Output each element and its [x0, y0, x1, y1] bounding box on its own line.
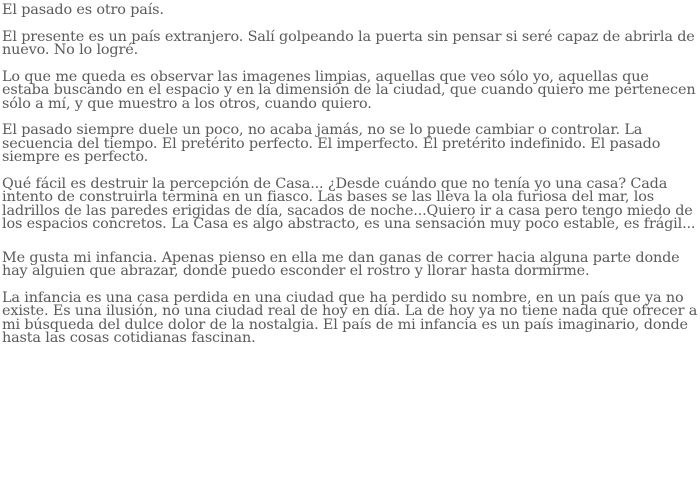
- paragraph: Me gusta mi infancia. Apenas pienso en ella me dan ganas de correr hacia alguna parte donde hay alguien que abrazar, donde puedo esconder el rostro y llorar hasta dormirme.: [2, 249, 680, 279]
- document-title: El pasado es otro país.: [2, 2, 164, 18]
- paragraph: La infancia es una casa perdida en una ciudad que ha perdido su nombre, en un país que ya no existe. Es una ilusión, no una ciudad real de hoy en día. La de hoy ya no tiene nada que ofrecer a mi búsqueda del dulce dolor de la nostalgia. El país de mi infancia es un país imaginario, donde hasta las cosas cotidianas fascinan.: [2, 289, 698, 346]
- document-body: [2, 4, 698, 359]
- paragraph: El pasado siempre duele un poco, no acaba jamás, no se lo puede cambiar o controlar. La secuencia del tiempo. El pretérito perfecto. El imperfecto. El pretérito indefinido. El pasado siempre es perfecto.: [2, 122, 661, 165]
- paragraph: Qué fácil es destruir la percepción de Casa... ¿Desde cuándo que no tenía yo una casa? Cada intento de construirla termina en un fiasco. Las bases se las lleva la ola furiosa del mar, los ladrillos de las paredes erigidas de día, sacados de noche...Quiero ir a casa pero tengo miedo de los espacios concretos. La Casa es algo abstracto, es una sensación muy poco estable, es frágil...: [2, 175, 696, 232]
- paragraph: El presente es un país extranjero. Salí golpeando la puerta sin pensar si seré capaz de abrirla de nuevo. No lo logré.: [2, 28, 695, 58]
- paragraph: Lo que me queda es observar las imagenes limpias, aquellas que veo sólo yo, aquellas que estaba buscando en el espacio y en la dimensión de la ciudad, que cuando quiero me pertenecen sólo a mí, y que muestro a los otros, cuando quiero.: [2, 68, 696, 112]
